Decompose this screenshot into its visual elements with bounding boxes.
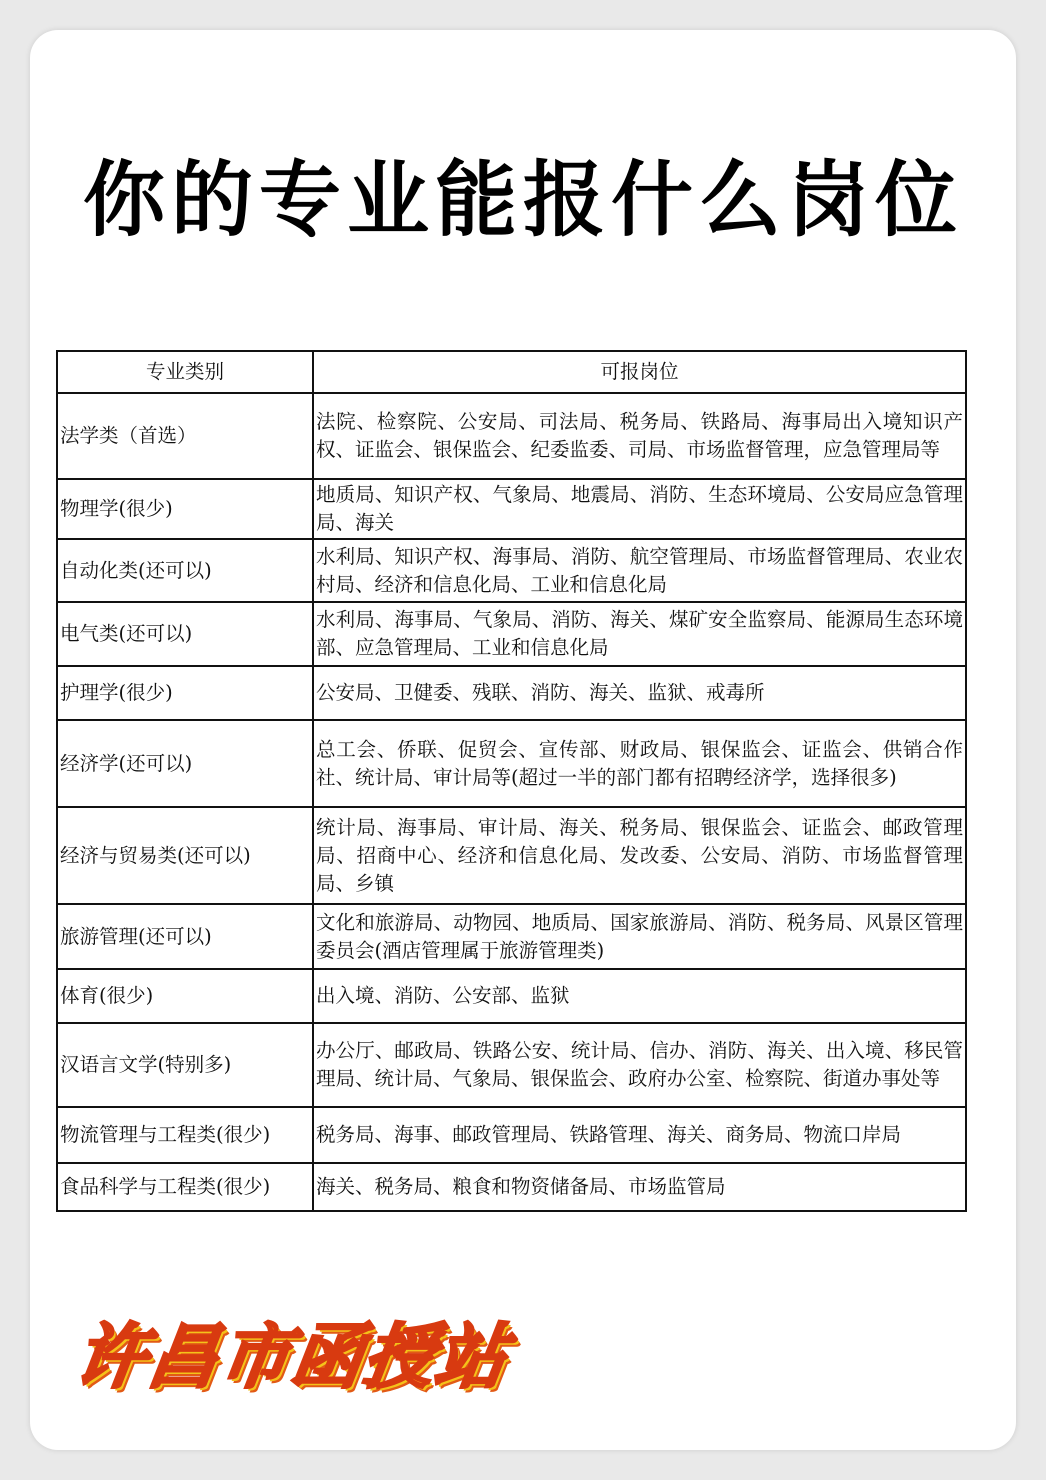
major-category: 汉语言文学(特别多) bbox=[57, 1023, 313, 1107]
major-category: 经济与贸易类(还可以) bbox=[57, 807, 313, 904]
table-header-row bbox=[57, 351, 966, 393]
majors-table bbox=[56, 350, 967, 1212]
eligible-positions: 出入境、消防、公安部、监狱 bbox=[313, 969, 966, 1023]
eligible-positions: 海关、税务局、粮食和物资储备局、市场监管局 bbox=[313, 1163, 966, 1211]
eligible-positions: 税务局、海事、邮政管理局、铁路管理、海关、商务局、物流口岸局 bbox=[313, 1107, 966, 1163]
major-category: 物理学(很少) bbox=[57, 479, 313, 539]
major-category: 法学类（首选） bbox=[57, 393, 313, 479]
brand-logo-text: 许昌市函授站 bbox=[70, 1316, 514, 1398]
eligible-positions: 总工会、侨联、促贸会、宣传部、财政局、银保监会、证监会、供销合作社、统计局、审计局等(超过一半的部门都有招聘经济学，选择很多) bbox=[313, 720, 966, 807]
eligible-positions: 水利局、海事局、气象局、消防、海关、煤矿安全监察局、能源局生态环境部、应急管理局、工业和信息化局 bbox=[313, 602, 966, 666]
header-category: 专业类别 bbox=[57, 351, 313, 393]
major-category: 食品科学与工程类(很少) bbox=[57, 1163, 313, 1211]
page-title: 你的专业能报什么岗位 bbox=[82, 153, 963, 248]
major-category: 自动化类(还可以) bbox=[57, 539, 313, 602]
table-row bbox=[57, 539, 966, 602]
eligible-positions: 统计局、海事局、审计局、海关、税务局、银保监会、证监会、邮政管理局、招商中心、经济和信息化局、发改委、公安局、消防、市场监督管理局、乡镇 bbox=[313, 807, 966, 904]
table-row bbox=[57, 479, 966, 539]
eligible-positions: 文化和旅游局、动物园、地质局、国家旅游局、消防、税务局、风景区管理委员会(酒店管理属于旅游管理类) bbox=[313, 904, 966, 969]
major-category: 电气类(还可以) bbox=[57, 602, 313, 666]
eligible-positions: 公安局、卫健委、残联、消防、海关、监狱、戒毒所 bbox=[313, 666, 966, 720]
major-category: 物流管理与工程类(很少) bbox=[57, 1107, 313, 1163]
table-row bbox=[57, 666, 966, 720]
table-row bbox=[57, 1163, 966, 1211]
table-row bbox=[57, 807, 966, 904]
major-category: 旅游管理(还可以) bbox=[57, 904, 313, 969]
eligible-positions: 地质局、知识产权、气象局、地震局、消防、生态环境局、公安局应急管理局、海关 bbox=[313, 479, 966, 539]
table-row bbox=[57, 602, 966, 666]
major-category: 体育(很少) bbox=[57, 969, 313, 1023]
table-row bbox=[57, 969, 966, 1023]
eligible-positions: 法院、检察院、公安局、司法局、税务局、铁路局、海事局出入境知识产权、证监会、银保监会、纪委监委、司局、市场监督管理，应急管理局等 bbox=[313, 393, 966, 479]
header-positions: 可报岗位 bbox=[313, 351, 966, 393]
major-category: 经济学(还可以) bbox=[57, 720, 313, 807]
major-category: 护理学(很少) bbox=[57, 666, 313, 720]
table-row bbox=[57, 393, 966, 479]
table-row bbox=[57, 1107, 966, 1163]
table-row bbox=[57, 1023, 966, 1107]
table-row bbox=[57, 720, 966, 807]
table-row bbox=[57, 904, 966, 969]
eligible-positions: 办公厅、邮政局、铁路公安、统计局、信办、消防、海关、出入境、移民管理局、统计局、气象局、银保监会、政府办公室、检察院、街道办事处等 bbox=[313, 1023, 966, 1107]
eligible-positions: 水利局、知识产权、海事局、消防、航空管理局、市场监督管理局、农业农村局、经济和信息化局、工业和信息化局 bbox=[313, 539, 966, 602]
